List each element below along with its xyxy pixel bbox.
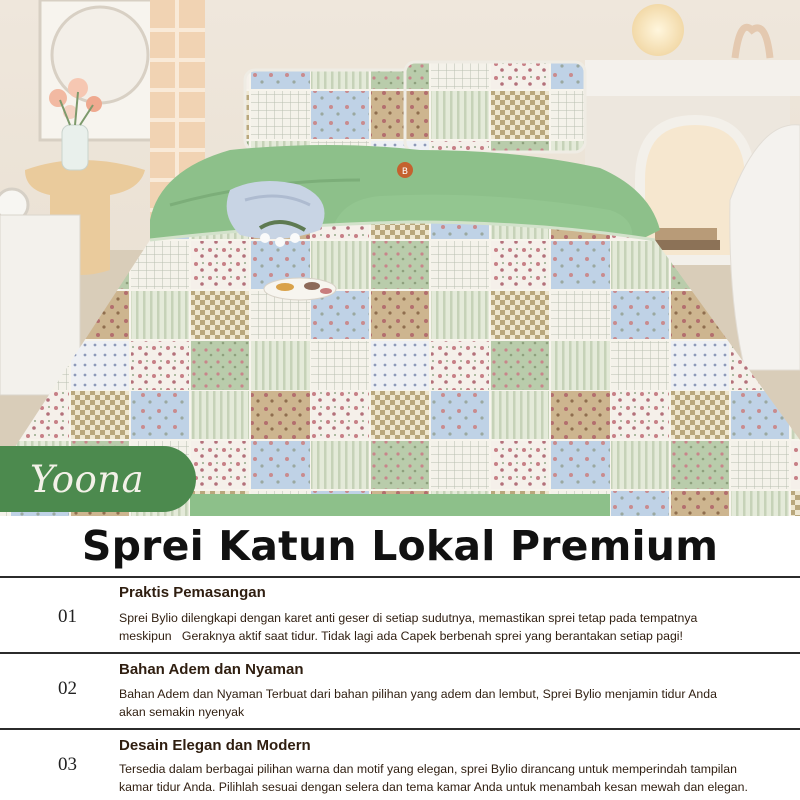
divider xyxy=(0,728,800,730)
feature-description xyxy=(119,760,789,796)
page-title: Sprei Katun Lokal Premium xyxy=(81,522,719,570)
divider xyxy=(0,576,800,578)
pillow-badge: B xyxy=(401,167,409,177)
feature-number: 01 xyxy=(58,606,77,627)
feature-description-line: Sprei Bylio dilengkapi dengan karet anti geser di setiap sudutnya, memastikan sprei tetap pada tempatnya xyxy=(119,611,698,625)
feature-description-line: kamar tidur Anda. Pilihlah sesuai dengan selera dan tema kamar Anda untuk menambah kesan mewah dan elegan. xyxy=(119,780,748,794)
feature-description-line: Tersedia dalam berbagai pilihan warna dan motif yang elegan, sprei Bylio dirancang untuk memperindah tampilan xyxy=(119,762,737,776)
feature-description xyxy=(119,685,789,721)
feature-title: Praktis Pemasangan xyxy=(119,584,266,601)
feature-title: Desain Elegan dan Modern xyxy=(119,737,311,754)
feature-title: Bahan Adem dan Nyaman xyxy=(119,661,304,678)
brand-label: Yoona xyxy=(30,458,145,501)
feature-number: 03 xyxy=(58,754,77,775)
divider xyxy=(0,652,800,654)
feature-description-line: Bahan Adem dan Nyaman Terbuat dari bahan pilihan yang adem dan lembut, Sprei Bylio menjamin tidur Anda xyxy=(119,687,717,701)
feature-description-line: meskipun Geraknya aktif saat tidur. Tidak lagi ada Capek berbenah sprei yang berantakan setiap pagi! xyxy=(119,629,683,643)
feature-description xyxy=(119,609,789,645)
brand-label-tag xyxy=(0,446,196,512)
feature-number: 02 xyxy=(58,678,77,699)
feature-description-line: akan semakin nyenyak xyxy=(119,705,245,719)
